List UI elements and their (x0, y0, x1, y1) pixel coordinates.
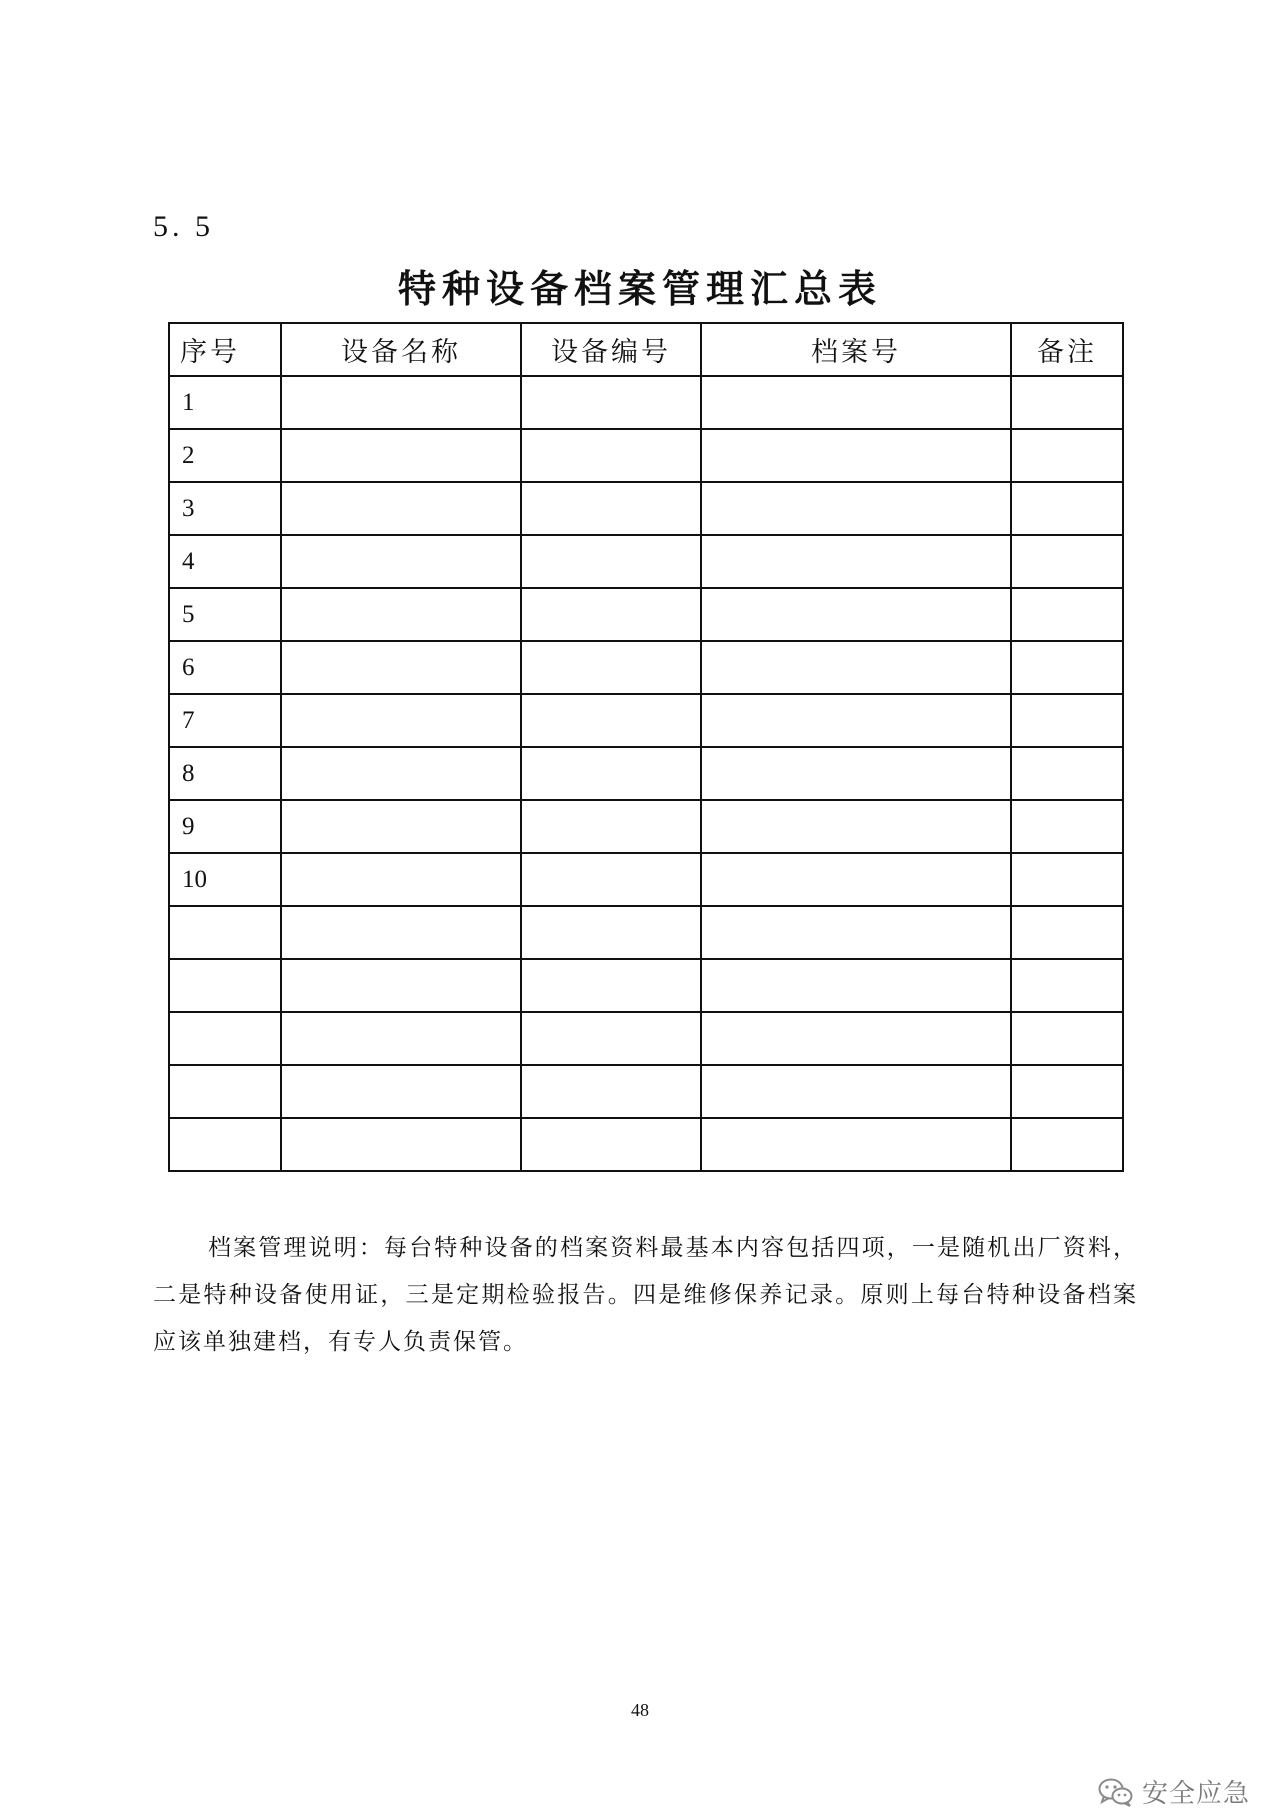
table-cell (701, 429, 1011, 482)
table-row (169, 1118, 1123, 1171)
table-cell (701, 959, 1011, 1012)
table-cell (1011, 747, 1123, 800)
cell-seq: 3 (169, 482, 281, 535)
table-cell (701, 1065, 1011, 1118)
table-cell (1011, 588, 1123, 641)
watermark-text: 安全应急 (1141, 1779, 1250, 1809)
table-row (169, 906, 1123, 959)
table-cell (701, 1118, 1011, 1171)
section-number: 5. 5 (153, 210, 214, 243)
table-cell (521, 694, 701, 747)
table-cell (281, 747, 521, 800)
table-cell (1011, 694, 1123, 747)
table-cell (521, 535, 701, 588)
cell-seq (169, 1012, 281, 1065)
header-seq: 序号 (169, 323, 281, 376)
cell-seq: 6 (169, 641, 281, 694)
table-row (169, 1065, 1123, 1118)
table-cell (701, 1012, 1011, 1065)
table-cell (281, 588, 521, 641)
cell-seq: 4 (169, 535, 281, 588)
table-cell (1011, 906, 1123, 959)
table-cell (701, 482, 1011, 535)
watermark (1098, 1773, 1250, 1810)
table-cell (521, 376, 701, 429)
table-cell (281, 1118, 521, 1171)
table-row (169, 429, 1123, 482)
table-cell (281, 641, 521, 694)
header-archive-number: 档案号 (701, 323, 1011, 376)
table-cell (521, 747, 701, 800)
table-row (169, 588, 1123, 641)
table-cell (281, 429, 521, 482)
archive-note: 档案管理说明：每台特种设备的档案资料最基本内容包括四项，一是随机出厂资料，二是特种设备使用证，三是定期检验报告。四是维修保养记录。原则上每台特种设备档案应该单独建档，有专人负责保管。 (153, 1235, 1138, 1355)
table-cell (1011, 641, 1123, 694)
table-row (169, 482, 1123, 535)
table-cell (701, 694, 1011, 747)
table-cell (281, 535, 521, 588)
cell-seq: 2 (169, 429, 281, 482)
page-title: 特种设备档案管理汇总表 (397, 266, 882, 311)
cell-seq (169, 1118, 281, 1171)
table-cell (281, 376, 521, 429)
table-cell (521, 1118, 701, 1171)
table-cell (281, 800, 521, 853)
table-cell (281, 1012, 521, 1065)
table-body (169, 376, 1123, 1171)
table-cell (1011, 429, 1123, 482)
table-cell (281, 906, 521, 959)
cell-seq: 1 (169, 376, 281, 429)
page-number: 48 (631, 1700, 649, 1720)
table-cell (701, 906, 1011, 959)
table-row (169, 853, 1123, 906)
cell-seq: 10 (169, 853, 281, 906)
header-remarks: 备注 (1011, 323, 1123, 376)
table-cell (521, 482, 701, 535)
table-row (169, 1012, 1123, 1065)
header-equipment-name: 设备名称 (281, 323, 521, 376)
table-cell (281, 1065, 521, 1118)
table-cell (521, 641, 701, 694)
table-cell (701, 376, 1011, 429)
table-cell (1011, 482, 1123, 535)
table-cell (521, 588, 701, 641)
table-row (169, 535, 1123, 588)
table-cell (701, 800, 1011, 853)
cell-seq: 7 (169, 694, 281, 747)
table-cell (521, 429, 701, 482)
archive-table (168, 322, 1124, 1172)
table-cell (281, 482, 521, 535)
table-cell (281, 853, 521, 906)
table-cell (1011, 1012, 1123, 1065)
table-cell (521, 1012, 701, 1065)
wechat-icon (1098, 1777, 1134, 1807)
table-row (169, 641, 1123, 694)
header-equipment-number: 设备编号 (521, 323, 701, 376)
cell-seq (169, 1065, 281, 1118)
table-cell (521, 1065, 701, 1118)
table-row (169, 800, 1123, 853)
cell-seq (169, 959, 281, 1012)
table-cell (1011, 1118, 1123, 1171)
table-cell (701, 853, 1011, 906)
table-cell (281, 959, 521, 1012)
table-cell (1011, 376, 1123, 429)
cell-seq (169, 906, 281, 959)
table-cell (1011, 800, 1123, 853)
table-cell (701, 747, 1011, 800)
table-cell (701, 641, 1011, 694)
table-cell (521, 959, 701, 1012)
table-cell (1011, 959, 1123, 1012)
cell-seq: 5 (169, 588, 281, 641)
table-row (169, 694, 1123, 747)
table-cell (701, 588, 1011, 641)
table-cell (521, 906, 701, 959)
table-cell (701, 535, 1011, 588)
table-row (169, 747, 1123, 800)
table-cell (1011, 535, 1123, 588)
cell-seq: 9 (169, 800, 281, 853)
table-cell (521, 800, 701, 853)
cell-seq: 8 (169, 747, 281, 800)
table-cell (281, 694, 521, 747)
table-cell (1011, 853, 1123, 906)
table-row (169, 959, 1123, 1012)
table-row (169, 376, 1123, 429)
table-header-row (169, 323, 1123, 376)
table-cell (1011, 1065, 1123, 1118)
table-cell (521, 853, 701, 906)
